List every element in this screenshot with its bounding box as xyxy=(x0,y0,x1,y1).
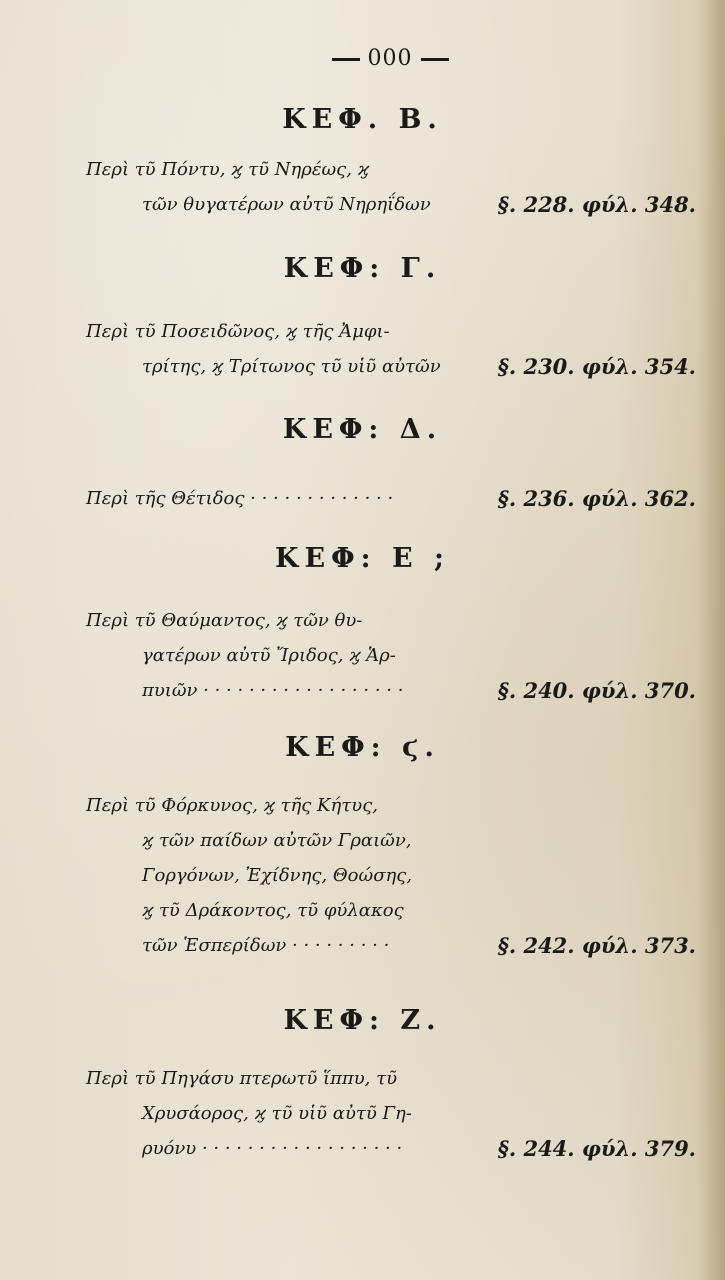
page-number: 000 xyxy=(367,46,413,71)
entry-line: Χρυσάορος, ϗ τῦ υἱῦ αὐτῦ Γη- xyxy=(142,1103,412,1124)
toc-entry-e xyxy=(86,603,696,708)
entry-reference: §. 242. φύλ. 373. xyxy=(497,933,696,958)
entry-line: Περὶ τῦ Πηγάσυ πτερωτῦ ἵππυ, τῦ xyxy=(86,1068,398,1089)
entry-line: Γοργόνων, Ἐχίδνης, Θοώσης, xyxy=(142,865,413,886)
chapter-heading-st: ΚΕΦ: ϛ. xyxy=(285,732,440,763)
entry-reference: §. 244. φύλ. 379. xyxy=(497,1136,696,1161)
entry-line: ϗ τῦ Δράκοντος, τῦ φύλακος xyxy=(142,900,404,921)
entry-line: ρυόνυ · · · · · · · · · · · · · · · · · · xyxy=(142,1138,403,1159)
chapter-heading-g: ΚΕΦ: Γ. xyxy=(283,253,442,284)
header-dash-right xyxy=(421,58,449,61)
entry-reference: §. 236. φύλ. 362. xyxy=(497,486,696,511)
entry-line: Περὶ τῦ Πόντυ, ϗ τῦ Νηρέως, ϗ xyxy=(86,159,369,180)
toc-entry-st xyxy=(86,788,696,963)
entry-reference: §. 228. φύλ. 348. xyxy=(497,192,696,217)
entry-line: τῶν Ἑσπερίδων · · · · · · · · · xyxy=(142,935,390,956)
entry-line: Περὶ τῦ Φόρκυνος, ϗ τῆς Κήτυς, xyxy=(86,795,378,816)
chapter-heading-e: ΚΕΦ: Ε ; xyxy=(275,543,450,574)
entry-reference: §. 230. φύλ. 354. xyxy=(497,354,696,379)
toc-entry-z xyxy=(86,1061,696,1166)
entry-line: γατέρων αὐτῦ Ἴριδος, ϗ Ἁρ- xyxy=(142,645,396,666)
entry-line: τρίτης, ϗ Τρίτωνος τῦ υἱῦ αὐτῶν xyxy=(142,356,441,377)
page-edge-shadow xyxy=(697,0,725,1280)
chapter-heading-b: ΚΕΦ. Β. xyxy=(282,104,443,135)
header-dash-left xyxy=(332,58,360,61)
entry-line: ϗ τῶν παίδων αὐτῶν Γραιῶν, xyxy=(142,830,412,851)
toc-entry-d xyxy=(86,481,696,516)
entry-line: Περὶ τῦ Ποσειδῶνος, ϗ τῆς Ἀμφι- xyxy=(86,321,390,342)
entry-line: πυιῶν · · · · · · · · · · · · · · · · · · xyxy=(142,680,404,701)
chapter-heading-z: ΚΕΦ: Ζ. xyxy=(283,1005,442,1036)
page-header xyxy=(300,46,480,71)
entry-line: τῶν θυγατέρων αὐτῦ Νηρηΐδων xyxy=(142,194,431,215)
entry-line: Περὶ τῆς Θέτιδος · · · · · · · · · · · · · xyxy=(86,488,394,509)
entry-reference: §. 240. φύλ. 370. xyxy=(497,678,696,703)
toc-entry-b xyxy=(86,152,696,222)
chapter-heading-d: ΚΕΦ: Δ. xyxy=(282,414,443,445)
toc-entry-g xyxy=(86,314,696,384)
entry-line: Περὶ τῦ Θαύμαντος, ϗ τῶν θυ- xyxy=(86,610,363,631)
